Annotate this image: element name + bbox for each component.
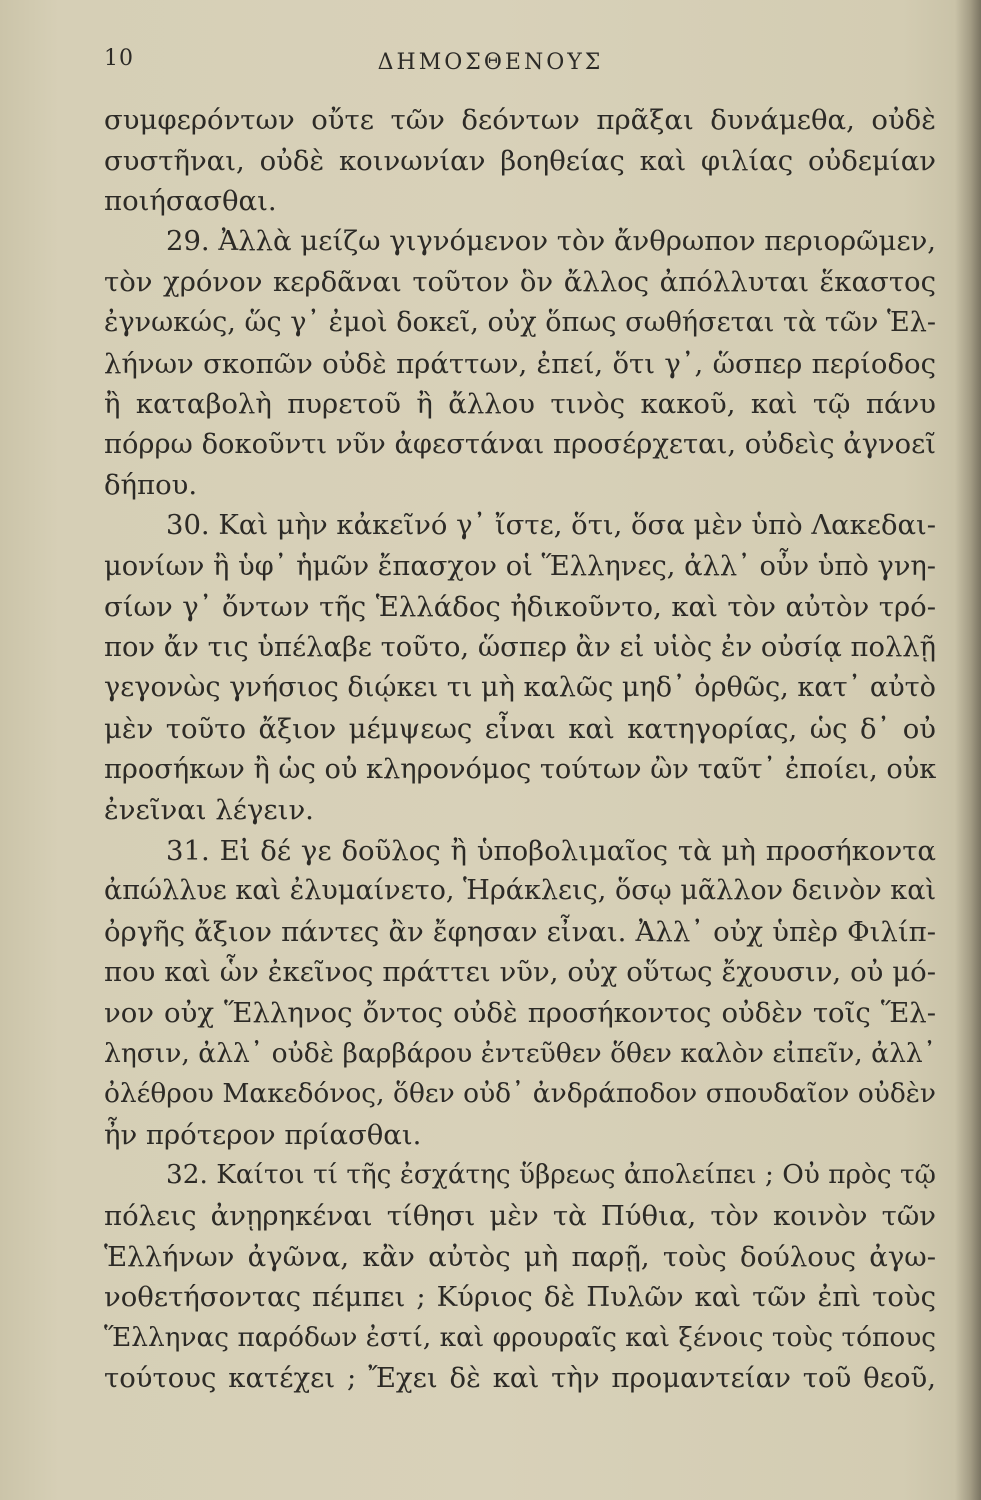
text-line: ἐνεῖναι λέγειν. <box>104 794 314 827</box>
text-line: μονίων ἢ ὑφ᾽ ἡμῶν ἔπασχον οἱ Ἕλληνες, ἀλλ᾽ οὖν ὑπὸ γνη- <box>104 550 936 582</box>
text-line: τούτους κατέχει ; Ἔχει δὲ καὶ τὴν προμαντείαν τοῦ θεοῦ, <box>104 1362 936 1395</box>
text-line: ὀλέθρου Μακεδόνος, ὅθεν οὐδ᾽ ἀνδράποδον σπουδαῖον οὐδὲν <box>104 1078 936 1110</box>
text-line: Ἑλλήνων ἀγῶνα, κἂν αὐτὸς μὴ παρῇ, τοὺς δούλους ἀγω- <box>104 1240 936 1273</box>
text-line: ἦν πρότερον πρίασθαι. <box>104 1118 422 1151</box>
text-line: γεγονὼς γνήσιος διῴκει τι μὴ καλῶς μηδ᾽ ὀρθῶς, κατ᾽ αὐτὸ <box>104 672 936 704</box>
text-line: προσήκων ἢ ὡς οὐ κληρονόμος τούτων ὢν ταῦτ᾽ ἐποίει, οὐκ <box>104 753 937 785</box>
text-line: συστῆναι, οὐδὲ κοινωνίαν βοηθείας καὶ φιλίας οὐδεμίαν <box>104 144 936 177</box>
text-line: νον οὐχ Ἕλληνος ὄντος οὐδὲ προσήκοντος οὐδὲν τοῖς Ἕλ- <box>104 997 936 1030</box>
running-title: ΔΗΜΟΣΘΕΝΟΥΣ <box>377 50 604 75</box>
section-start-line: 30. Καὶ μὴν κἀκεῖνό γ᾽ ἴστε, ὅτι, ὅσα μὲν ὑπὸ Λακεδαι- <box>166 509 937 541</box>
page-number: 10 <box>104 46 134 71</box>
text-line: συμφερόντων οὔτε τῶν δεόντων πρᾶξαι δυνάμεθα, οὐδὲ <box>104 104 936 136</box>
section-start-line: 32. Καίτοι τί τῆς ἐσχάτης ὕβρεως ἀπολείπει ; Οὐ πρὸς τῷ <box>166 1160 936 1191</box>
text-line: πόλεις ἀνῃρηκέναι τίθησι μὲν τὰ Πύθια, τὸν κοινὸν τῶν <box>104 1200 936 1233</box>
text-line: ἐγνωκώς, ὥς γ᾽ ἐμοὶ δοκεῖ, οὐχ ὅπως σωθήσεται τὰ τῶν Ἑλ- <box>104 306 936 338</box>
text-line: δήπου. <box>104 469 198 502</box>
text-line: τὸν χρόνον κερδᾶναι τοῦτον ὃν ἄλλος ἀπόλλυται ἕκαστος <box>104 266 936 299</box>
page-edge-shadow <box>955 0 981 1500</box>
text-line: λήνων σκοπῶν οὐδὲ πράττων, ἐπεί, ὅτι γ᾽, ὥσπερ περίοδος <box>104 347 936 380</box>
text-line: πόρρω δοκοῦντι νῦν ἀφεστάναι προσέρχεται, οὐδεὶς ἀγνοεῖ <box>104 428 936 460</box>
text-line: που καὶ ὧν ἐκεῖνος πράττει νῦν, οὐχ οὕτως ἔχουσιν, οὐ μό- <box>104 956 936 989</box>
text-line: ποιήσασθαι. <box>104 185 277 218</box>
text-line: λησιν, ἀλλ᾽ οὐδὲ βαρβάρου ἐντεῦθεν ὅθεν καλὸν εἰπεῖν, ἀλλ᾽ <box>104 1037 936 1069</box>
text-line: ὀργῆς ἄξιον πάντες ἂν ἔφησαν εἶναι. Ἀλλ᾽ οὐχ ὑπὲρ Φιλίπ- <box>104 915 936 948</box>
text-line: ἀπώλλυε καὶ ἐλυμαίνετο, Ἡράκλεις, ὅσῳ μᾶλλον δεινὸν καὶ <box>104 875 937 907</box>
text-line: πον ἄν τις ὑπέλαβε τοῦτο, ὥσπερ ἂν εἰ υἱὸς ἐν οὐσίᾳ πολλῇ <box>104 631 936 663</box>
text-line: ἢ καταβολὴ πυρετοῦ ἢ ἄλλου τινὸς κακοῦ, καὶ τῷ πάνυ <box>104 388 936 421</box>
text-line: σίων γ᾽ ὄντων τῆς Ἑλλάδος ἠδικοῦντο, καὶ τὸν αὐτὸν τρό- <box>104 591 936 624</box>
text-line: Ἕλληνας παρόδων ἐστί, καὶ φρουραῖς καὶ ξένοις τοὺς τόπους <box>104 1322 936 1353</box>
section-start-line: 29. Ἀλλὰ μείζω γιγνόμενον τὸν ἄνθρωπον περιορῶμεν, <box>166 225 936 257</box>
body-text <box>104 100 936 1399</box>
section-start-line: 31. Εἰ δέ γε δοῦλος ἢ ὑποβολιμαῖος τὰ μὴ προσήκοντα <box>166 834 936 867</box>
text-line: νοθετήσοντας πέμπει ; Κύριος δὲ Πυλῶν καὶ τῶν ἐπὶ τοὺς <box>104 1281 936 1314</box>
text-line: μὲν τοῦτο ἄξιον μέμψεως εἶναι καὶ κατηγορίας, ὡς δ᾽ οὐ <box>104 712 936 745</box>
